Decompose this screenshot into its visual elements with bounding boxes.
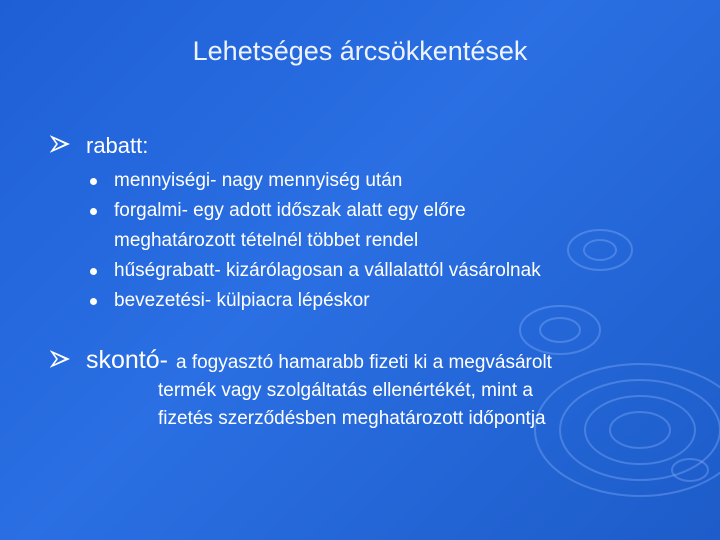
slide-title: Lehetséges árcsökkentések: [192, 36, 528, 66]
list-item-text: forgalmi- egy adott időszak alatt egy előre meghatározott tételnél többet rendel: [114, 200, 466, 251]
dot-bullet-icon: [90, 298, 97, 305]
arrow-bullet-icon: [50, 135, 72, 153]
dot-bullet-icon: [90, 178, 97, 185]
list-item-text: hűségrabatt- kizárólagosan a vállalattól vásárolnak: [114, 260, 541, 281]
arrow-bullet-icon: [50, 350, 72, 368]
list-item: [88, 166, 708, 196]
rabatt-bullet: [50, 133, 148, 159]
dot-bullet-icon: [90, 268, 97, 275]
list-item: [88, 256, 708, 286]
rabatt-label: rabatt:: [86, 133, 149, 158]
rabatt-sub-list: [88, 166, 708, 316]
skonto-bullet: [50, 346, 710, 433]
skonto-text-line2: termék vagy szolgáltatás ellenértékét, mint a: [158, 380, 533, 401]
dot-bullet-icon: [90, 208, 97, 215]
skonto-label: skontó-: [86, 346, 168, 374]
list-item-text: bevezetési- külpiacra lépéskor: [114, 290, 370, 311]
skonto-text-line1: a fogyasztó hamarabb fizeti ki a megvásárolt: [175, 352, 552, 373]
skonto-text-line3: fizetés szerződésben meghatározott időpontja: [158, 408, 546, 429]
list-item: [88, 196, 584, 256]
list-item-text: mennyiségi- nagy mennyiség után: [114, 170, 403, 191]
list-item: [88, 286, 708, 316]
